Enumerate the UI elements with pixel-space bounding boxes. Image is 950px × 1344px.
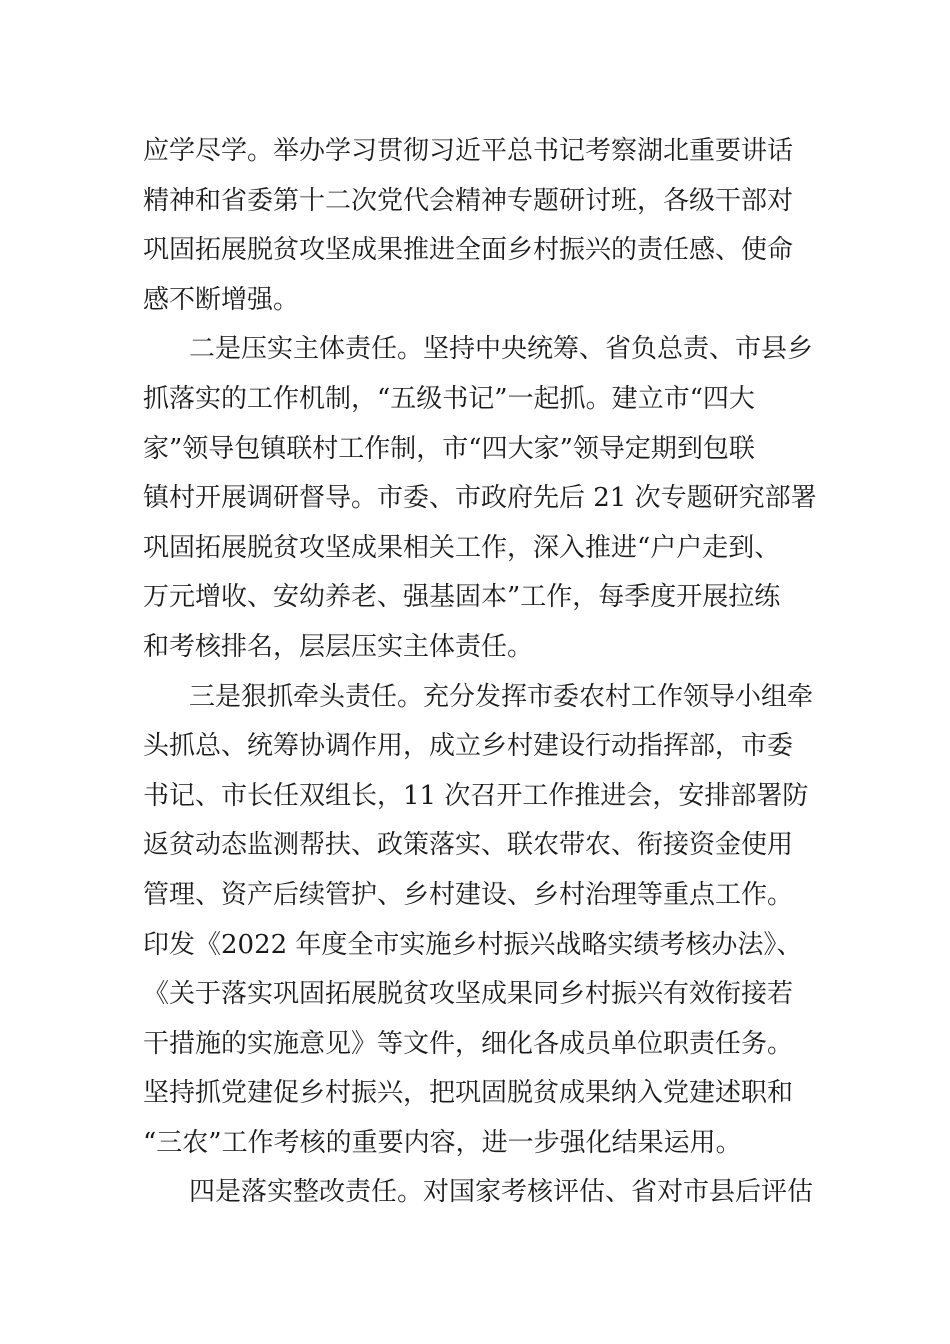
text-line: 家”领导包镇联村工作制，市“四大家”领导定期到包联 (143, 433, 755, 464)
paragraph-continuation (143, 127, 808, 325)
text-line: 印发《2022 年度全市实施乡村振兴战略实绩考核办法》、 (143, 929, 803, 960)
document-body (143, 127, 817, 1218)
text-line: 《关于落实巩固拓展脱贫攻坚成果同乡村振兴有效衔接若 (143, 979, 794, 1010)
text-line: 管理、资产后续管护、乡村建设、乡村治理等重点工作。 (143, 879, 794, 910)
text-line: 返贫动态监测帮扶、政策落实、联农带农、衔接资金使用 (143, 830, 794, 861)
text-line: 应学尽学。举办学习贯彻习近平总书记考察湖北重要讲话 (143, 136, 794, 166)
text-line: 抓落实的工作机制，“五级书记”一起抓。建立市“四大 (143, 383, 755, 414)
paragraph-main-responsibility (143, 325, 817, 672)
text-line: 镇村开展调研督导。市委、市政府先后 21 次专题研究部署 (143, 483, 817, 514)
text-line: 坚持抓党建促乡村振兴，把巩固脱贫成果纳入党建述职和 (143, 1078, 794, 1109)
text-line: 头抓总、统筹协调作用，成立乡村建设行动指挥部，市委 (143, 731, 794, 762)
text-line: 书记、市长任双组长，11 次召开工作推进会，安排部署防 (143, 780, 809, 811)
text-line: “三农”工作考核的重要内容，进一步强化结果运用。 (143, 1127, 742, 1158)
text-line: 二是压实主体责任。坚持中央统筹、省负总责、市县乡 (189, 334, 814, 365)
text-line: 三是狠抓牵头责任。充分发挥市委农村工作领导小组牵 (189, 681, 814, 712)
paragraph-rectification-responsibility (143, 1168, 814, 1218)
paragraph-lead-responsibility (143, 673, 814, 1169)
text-line: 精神和省委第十二次党代会精神专题研讨班，各级干部对 (143, 185, 794, 216)
text-line: 四是落实整改责任。对国家考核评估、省对市县后评估 (189, 1177, 814, 1208)
text-line: 感不断增强。 (143, 284, 300, 315)
text-line: 巩固拓展脱贫攻坚成果相关工作，深入推进“户户走到、 (143, 532, 781, 563)
text-line: 干措施的实施意见》等文件，细化各成员单位职责任务。 (143, 1028, 794, 1059)
text-line: 巩固拓展脱贫攻坚成果推进全面乡村振兴的责任感、使命 (143, 235, 794, 266)
text-line: 万元增收、安幼养老、强基固本”工作，每季度开展拉练 (143, 582, 781, 613)
text-line: 和考核排名，层层压实主体责任。 (143, 631, 534, 662)
